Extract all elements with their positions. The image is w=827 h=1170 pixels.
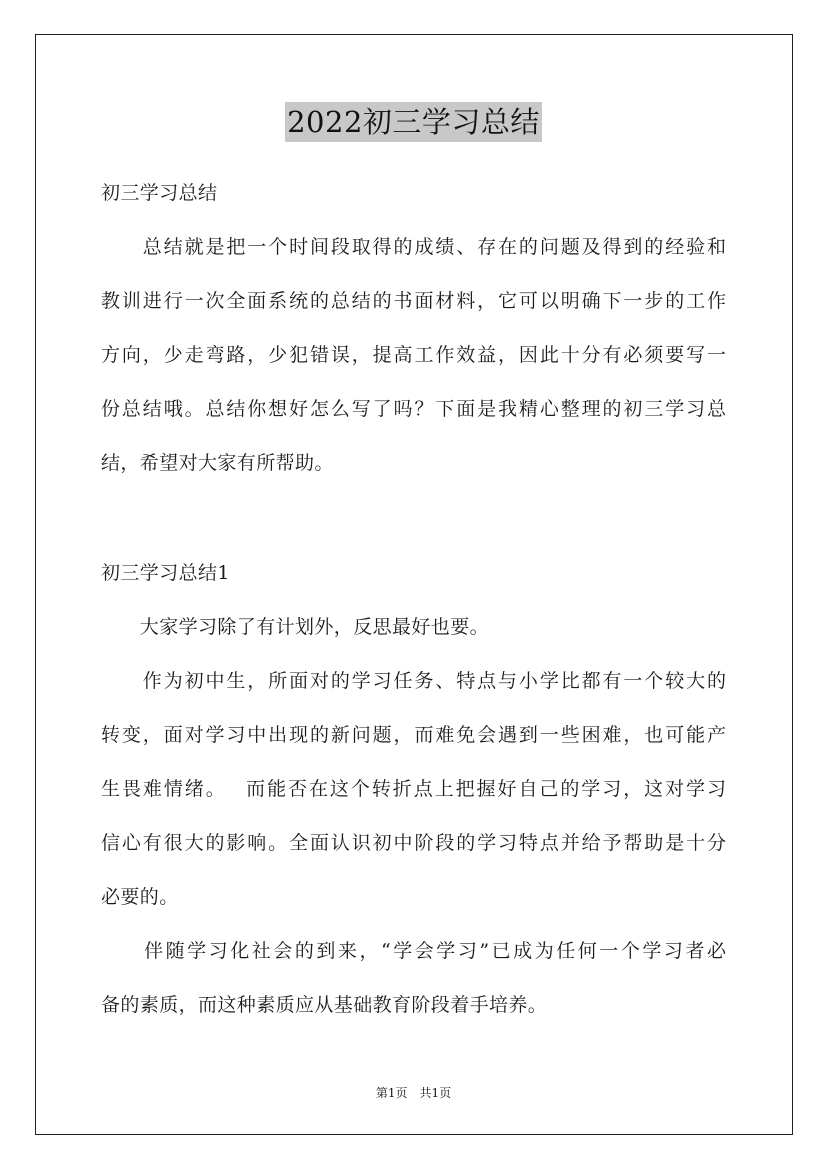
intro-line-3: 方向，少走弯路，少犯错误，提高工作效益，因此十分有必须要写一 bbox=[101, 344, 726, 366]
document-title: 2022初三学习总结 bbox=[285, 102, 542, 142]
section1-p2-line-3: 生畏难情绪。 而能否在这个转折点上把握好自己的学习，这对学习 bbox=[101, 778, 726, 800]
intro-line-4: 份总结哦。总结你想好怎么写了吗？下面是我精心整理的初三学习总 bbox=[101, 398, 726, 420]
section1-p2-line-4: 信心有很大的影响。全面认识初中阶段的学习特点并给予帮助是十分 bbox=[101, 832, 726, 854]
intro-line-5: 结，希望对大家有所帮助。 bbox=[101, 452, 334, 474]
section1-p2-line-2: 转变，面对学习中出现的新问题，而难免会遇到一些困难，也可能产 bbox=[101, 724, 726, 746]
title-container bbox=[0, 102, 827, 142]
section1-p2-line-5: 必要的。 bbox=[101, 886, 179, 908]
section1-p2-line-1: 作为初中生，所面对的学习任务、特点与小学比都有一个较大的 bbox=[101, 670, 726, 692]
section1-heading: 初三学习总结1 bbox=[101, 562, 230, 584]
document-subtitle: 初三学习总结 bbox=[101, 182, 218, 204]
section1-paragraph-1: 大家学习除了有计划外，反思最好也要。 bbox=[101, 616, 490, 638]
page-footer: 第1页 共1页 bbox=[375, 1086, 452, 1100]
section1-p3-line-1: 伴随学习化社会的到来，“学会学习”已成为任何一个学习者必 bbox=[101, 940, 726, 962]
section1-p3-line-2: 备的素质，而这种素质应从基础教育阶段着手培养。 bbox=[101, 994, 548, 1016]
intro-line-1: 总结就是把一个时间段取得的成绩、存在的问题及得到的经验和 bbox=[101, 236, 726, 258]
intro-line-2: 教训进行一次全面系统的总结的书面材料，它可以明确下一步的工作 bbox=[101, 290, 726, 312]
